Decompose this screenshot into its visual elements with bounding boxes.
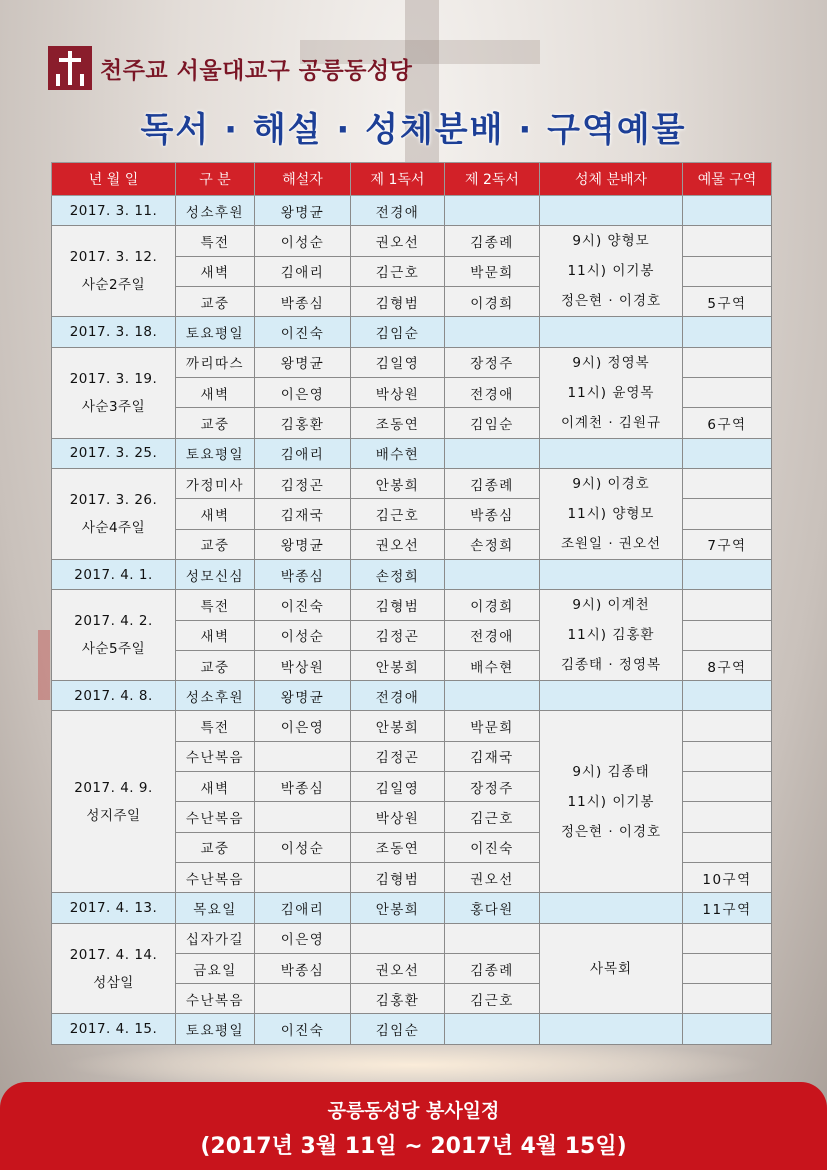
org-name: 천주교 서울대교구 공릉동성당 bbox=[100, 57, 413, 84]
schedule-table bbox=[51, 162, 772, 1045]
reading1-cell: 김형범 bbox=[351, 286, 445, 316]
reading1-cell: 전경애 bbox=[351, 196, 445, 226]
date-cell bbox=[52, 347, 176, 438]
reading2-cell: 장정주 bbox=[445, 347, 540, 377]
offering-cell bbox=[683, 772, 772, 802]
table-row bbox=[52, 438, 772, 468]
commentator-cell: 왕명균 bbox=[255, 681, 351, 711]
reading2-cell: 박문희 bbox=[445, 256, 540, 286]
communion-minister: 11시) 이기봉 bbox=[567, 263, 655, 280]
mass-type-cell: 성소후원 bbox=[176, 681, 255, 711]
commentator-cell bbox=[255, 862, 351, 892]
date-cell bbox=[52, 438, 176, 468]
reading1-cell: 김일영 bbox=[351, 772, 445, 802]
reading1-cell: 김정곤 bbox=[351, 741, 445, 771]
reading2-cell: 김임순 bbox=[445, 408, 540, 438]
reading2-cell bbox=[445, 559, 540, 589]
communion-minister: 9시) 김종태 bbox=[572, 763, 650, 780]
date-cell bbox=[52, 711, 176, 893]
communion-minister: 11시) 윤영목 bbox=[567, 384, 655, 401]
table-row bbox=[52, 347, 772, 377]
offering-cell: 6구역 bbox=[683, 408, 772, 438]
date-text: 2017. 4. 2. bbox=[74, 613, 153, 630]
column-header-date: 년 월 일 bbox=[52, 163, 176, 196]
reading1-cell: 배수현 bbox=[351, 438, 445, 468]
table-row bbox=[52, 923, 772, 953]
reading2-cell: 이진숙 bbox=[445, 832, 540, 862]
commentator-cell: 왕명균 bbox=[255, 347, 351, 377]
communion-cell bbox=[540, 347, 683, 438]
date-cell bbox=[52, 681, 176, 711]
reading1-cell: 안봉희 bbox=[351, 711, 445, 741]
date-text: 2017. 4. 15. bbox=[69, 1021, 158, 1038]
column-header-offering: 예물 구역 bbox=[683, 163, 772, 196]
communion-minister: 11시) 이기봉 bbox=[567, 793, 655, 810]
communion-minister: 9시) 양형모 bbox=[572, 233, 650, 250]
offering-cell: 10구역 bbox=[683, 862, 772, 892]
communion-minister: 9시) 정영복 bbox=[572, 354, 650, 371]
table-row bbox=[52, 1014, 772, 1044]
offering-cell bbox=[683, 590, 772, 620]
date-text: 2017. 4. 8. bbox=[74, 687, 153, 704]
reading1-cell: 김근호 bbox=[351, 256, 445, 286]
commentator-cell: 이은영 bbox=[255, 923, 351, 953]
date-text: 2017. 3. 11. bbox=[69, 202, 158, 219]
offering-cell bbox=[683, 559, 772, 589]
offering-cell bbox=[683, 468, 772, 498]
offering-cell bbox=[683, 226, 772, 256]
offering-cell bbox=[683, 317, 772, 347]
reading2-cell: 홍다원 bbox=[445, 893, 540, 923]
reading1-cell: 김홍환 bbox=[351, 984, 445, 1014]
column-header-commentator: 해설자 bbox=[255, 163, 351, 196]
table-row bbox=[52, 893, 772, 923]
date-text: 2017. 4. 1. bbox=[74, 566, 153, 583]
reading1-cell: 전경애 bbox=[351, 681, 445, 711]
communion-minister: 사목회 bbox=[589, 960, 633, 977]
table-row bbox=[52, 317, 772, 347]
schedule-body bbox=[52, 196, 772, 1045]
table-row bbox=[52, 590, 772, 620]
reading2-cell: 전경애 bbox=[445, 377, 540, 407]
date-cell bbox=[52, 590, 176, 681]
commentator-cell: 이진숙 bbox=[255, 1014, 351, 1044]
date-cell bbox=[52, 893, 176, 923]
reading1-cell: 김근호 bbox=[351, 499, 445, 529]
church-logo bbox=[48, 46, 412, 90]
reading1-cell: 김형범 bbox=[351, 590, 445, 620]
mass-type-cell: 수난복음 bbox=[176, 741, 255, 771]
offering-cell: 5구역 bbox=[683, 286, 772, 316]
mass-type-cell: 토요평일 bbox=[176, 317, 255, 347]
communion-minister: 김종태 · 정영복 bbox=[560, 657, 662, 674]
reading1-cell: 조동연 bbox=[351, 408, 445, 438]
reading2-cell: 김근호 bbox=[445, 984, 540, 1014]
offering-cell bbox=[683, 499, 772, 529]
mass-type-cell: 금요일 bbox=[176, 953, 255, 983]
date-cell bbox=[52, 196, 176, 226]
reading2-cell bbox=[445, 438, 540, 468]
commentator-cell: 이진숙 bbox=[255, 317, 351, 347]
date-text: 2017. 3. 26. bbox=[69, 491, 158, 508]
communion-minister: 11시) 양형모 bbox=[567, 505, 655, 522]
communion-minister: 9시) 이계천 bbox=[572, 597, 650, 614]
offering-cell: 7구역 bbox=[683, 529, 772, 559]
communion-minister: 조원일 · 권오선 bbox=[560, 535, 662, 552]
communion-cell bbox=[540, 711, 683, 893]
mass-type-cell: 새벽 bbox=[176, 256, 255, 286]
date-cell bbox=[52, 923, 176, 1014]
reading1-cell: 조동연 bbox=[351, 832, 445, 862]
reading2-cell bbox=[445, 923, 540, 953]
reading2-cell: 박문희 bbox=[445, 711, 540, 741]
offering-cell bbox=[683, 953, 772, 983]
reading1-cell: 안봉희 bbox=[351, 650, 445, 680]
offering-cell bbox=[683, 984, 772, 1014]
reading2-cell: 전경애 bbox=[445, 620, 540, 650]
communion-minister: 정은현 · 이경호 bbox=[560, 823, 662, 840]
mass-type-cell: 교중 bbox=[176, 650, 255, 680]
reading2-cell: 김재국 bbox=[445, 741, 540, 771]
mass-type-cell: 수난복음 bbox=[176, 802, 255, 832]
liturgical-day: 사순2주일 bbox=[81, 277, 146, 294]
date-text: 2017. 3. 25. bbox=[69, 445, 158, 462]
reading1-cell: 손정희 bbox=[351, 559, 445, 589]
offering-cell bbox=[683, 832, 772, 862]
commentator-cell bbox=[255, 984, 351, 1014]
mass-type-cell: 교중 bbox=[176, 529, 255, 559]
commentator-cell: 이은영 bbox=[255, 711, 351, 741]
column-header-reading2: 제 2독서 bbox=[445, 163, 540, 196]
reading2-cell bbox=[445, 196, 540, 226]
offering-cell bbox=[683, 196, 772, 226]
mass-type-cell: 목요일 bbox=[176, 893, 255, 923]
reading1-cell bbox=[351, 923, 445, 953]
mass-type-cell: 특전 bbox=[176, 590, 255, 620]
offering-cell bbox=[683, 256, 772, 286]
date-cell bbox=[52, 226, 176, 317]
commentator-cell: 이성순 bbox=[255, 226, 351, 256]
reading1-cell: 권오선 bbox=[351, 226, 445, 256]
liturgical-day: 사순4주일 bbox=[81, 519, 146, 536]
reading1-cell: 권오선 bbox=[351, 529, 445, 559]
table-header-row bbox=[52, 163, 772, 196]
communion-minister: 정은현 · 이경호 bbox=[560, 293, 662, 310]
offering-cell: 11구역 bbox=[683, 893, 772, 923]
commentator-cell: 김홍환 bbox=[255, 408, 351, 438]
reading2-cell: 이경희 bbox=[445, 286, 540, 316]
church-emblem-icon bbox=[48, 46, 92, 90]
reading2-cell: 김근호 bbox=[445, 802, 540, 832]
commentator-cell: 김재국 bbox=[255, 499, 351, 529]
communion-cell bbox=[540, 317, 683, 347]
mass-type-cell: 십자가길 bbox=[176, 923, 255, 953]
offering-cell bbox=[683, 923, 772, 953]
communion-minister: 이계천 · 김원규 bbox=[560, 414, 662, 431]
mass-type-cell: 새벽 bbox=[176, 499, 255, 529]
communion-cell bbox=[540, 559, 683, 589]
offering-cell bbox=[683, 1014, 772, 1044]
reading2-cell: 배수현 bbox=[445, 650, 540, 680]
reading2-cell: 손정희 bbox=[445, 529, 540, 559]
footer-banner bbox=[0, 1082, 827, 1170]
date-text: 2017. 3. 18. bbox=[69, 323, 158, 340]
offering-cell bbox=[683, 711, 772, 741]
commentator-cell bbox=[255, 741, 351, 771]
commentator-cell: 박종심 bbox=[255, 286, 351, 316]
communion-minister: 11시) 김홍환 bbox=[567, 627, 655, 644]
mass-type-cell: 토요평일 bbox=[176, 1014, 255, 1044]
commentator-cell: 박종심 bbox=[255, 772, 351, 802]
commentator-cell: 김정곤 bbox=[255, 468, 351, 498]
commentator-cell: 김애리 bbox=[255, 256, 351, 286]
mass-type-cell: 성소후원 bbox=[176, 196, 255, 226]
mass-type-cell: 성모신심 bbox=[176, 559, 255, 589]
reading2-cell: 김종례 bbox=[445, 953, 540, 983]
reading2-cell bbox=[445, 1014, 540, 1044]
reading2-cell bbox=[445, 317, 540, 347]
table-row bbox=[52, 559, 772, 589]
table-row bbox=[52, 711, 772, 741]
mass-type-cell: 가정미사 bbox=[176, 468, 255, 498]
reading1-cell: 김형범 bbox=[351, 862, 445, 892]
offering-cell bbox=[683, 802, 772, 832]
reading1-cell: 박상원 bbox=[351, 802, 445, 832]
date-text: 2017. 4. 13. bbox=[69, 899, 158, 916]
mass-type-cell: 교중 bbox=[176, 832, 255, 862]
date-cell bbox=[52, 317, 176, 347]
mass-type-cell: 수난복음 bbox=[176, 984, 255, 1014]
reading2-cell: 김종례 bbox=[445, 468, 540, 498]
communion-cell bbox=[540, 468, 683, 559]
communion-cell bbox=[540, 196, 683, 226]
column-header-type: 구 분 bbox=[176, 163, 255, 196]
column-header-communion: 성체 분배자 bbox=[540, 163, 683, 196]
column-header-reading1: 제 1독서 bbox=[351, 163, 445, 196]
commentator-cell: 왕명균 bbox=[255, 196, 351, 226]
footer-date-range: (2017년 3월 11일 ~ 2017년 4월 15일) bbox=[200, 1134, 627, 1159]
table-row bbox=[52, 468, 772, 498]
background-candle bbox=[38, 630, 50, 700]
liturgical-day: 성지주일 bbox=[86, 807, 141, 824]
communion-cell bbox=[540, 226, 683, 317]
communion-cell bbox=[540, 923, 683, 1014]
communion-cell bbox=[540, 893, 683, 923]
communion-cell bbox=[540, 590, 683, 681]
table-row bbox=[52, 681, 772, 711]
reading1-cell: 권오선 bbox=[351, 953, 445, 983]
reading2-cell bbox=[445, 681, 540, 711]
reading1-cell: 안봉희 bbox=[351, 893, 445, 923]
footer-title: 공릉동성당 봉사일정 bbox=[327, 1100, 500, 1122]
table-row bbox=[52, 196, 772, 226]
date-cell bbox=[52, 468, 176, 559]
reading1-cell: 김정곤 bbox=[351, 620, 445, 650]
mass-type-cell: 새벽 bbox=[176, 772, 255, 802]
communion-cell bbox=[540, 1014, 683, 1044]
liturgical-day: 사순3주일 bbox=[81, 398, 146, 415]
table-row bbox=[52, 226, 772, 256]
commentator-cell: 김애리 bbox=[255, 893, 351, 923]
reading2-cell: 장정주 bbox=[445, 772, 540, 802]
mass-type-cell: 새벽 bbox=[176, 377, 255, 407]
offering-cell bbox=[683, 741, 772, 771]
commentator-cell: 이성순 bbox=[255, 620, 351, 650]
communion-cell bbox=[540, 681, 683, 711]
offering-cell bbox=[683, 438, 772, 468]
page-title: 독서 · 해설 · 성체분배 · 구역예물 bbox=[140, 110, 687, 150]
reading2-cell: 김종례 bbox=[445, 226, 540, 256]
commentator-cell: 이성순 bbox=[255, 832, 351, 862]
liturgical-day: 성삼일 bbox=[93, 974, 134, 991]
commentator-cell bbox=[255, 802, 351, 832]
reading1-cell: 김일영 bbox=[351, 347, 445, 377]
liturgical-day: 사순5주일 bbox=[81, 641, 146, 658]
reading1-cell: 박상원 bbox=[351, 377, 445, 407]
reading2-cell: 박종심 bbox=[445, 499, 540, 529]
date-text: 2017. 3. 19. bbox=[69, 370, 158, 387]
commentator-cell: 박종심 bbox=[255, 953, 351, 983]
reading1-cell: 안봉희 bbox=[351, 468, 445, 498]
mass-type-cell: 교중 bbox=[176, 286, 255, 316]
date-text: 2017. 4. 9. bbox=[74, 779, 153, 796]
commentator-cell: 박종심 bbox=[255, 559, 351, 589]
mass-type-cell: 특전 bbox=[176, 226, 255, 256]
reading2-cell: 이경희 bbox=[445, 590, 540, 620]
communion-cell bbox=[540, 438, 683, 468]
communion-minister: 9시) 이경호 bbox=[572, 475, 650, 492]
offering-cell bbox=[683, 681, 772, 711]
commentator-cell: 김애리 bbox=[255, 438, 351, 468]
offering-cell bbox=[683, 620, 772, 650]
reading2-cell: 권오선 bbox=[445, 862, 540, 892]
date-cell bbox=[52, 1014, 176, 1044]
date-text: 2017. 4. 14. bbox=[69, 946, 158, 963]
reading1-cell: 김임순 bbox=[351, 1014, 445, 1044]
offering-cell: 8구역 bbox=[683, 650, 772, 680]
reading1-cell: 김임순 bbox=[351, 317, 445, 347]
offering-cell bbox=[683, 347, 772, 377]
date-text: 2017. 3. 12. bbox=[69, 249, 158, 266]
mass-type-cell: 까리따스 bbox=[176, 347, 255, 377]
commentator-cell: 박상원 bbox=[255, 650, 351, 680]
mass-type-cell: 수난복음 bbox=[176, 862, 255, 892]
date-cell bbox=[52, 559, 176, 589]
mass-type-cell: 토요평일 bbox=[176, 438, 255, 468]
commentator-cell: 이진숙 bbox=[255, 590, 351, 620]
commentator-cell: 이은영 bbox=[255, 377, 351, 407]
commentator-cell: 왕명균 bbox=[255, 529, 351, 559]
offering-cell bbox=[683, 377, 772, 407]
mass-type-cell: 특전 bbox=[176, 711, 255, 741]
mass-type-cell: 교중 bbox=[176, 408, 255, 438]
mass-type-cell: 새벽 bbox=[176, 620, 255, 650]
